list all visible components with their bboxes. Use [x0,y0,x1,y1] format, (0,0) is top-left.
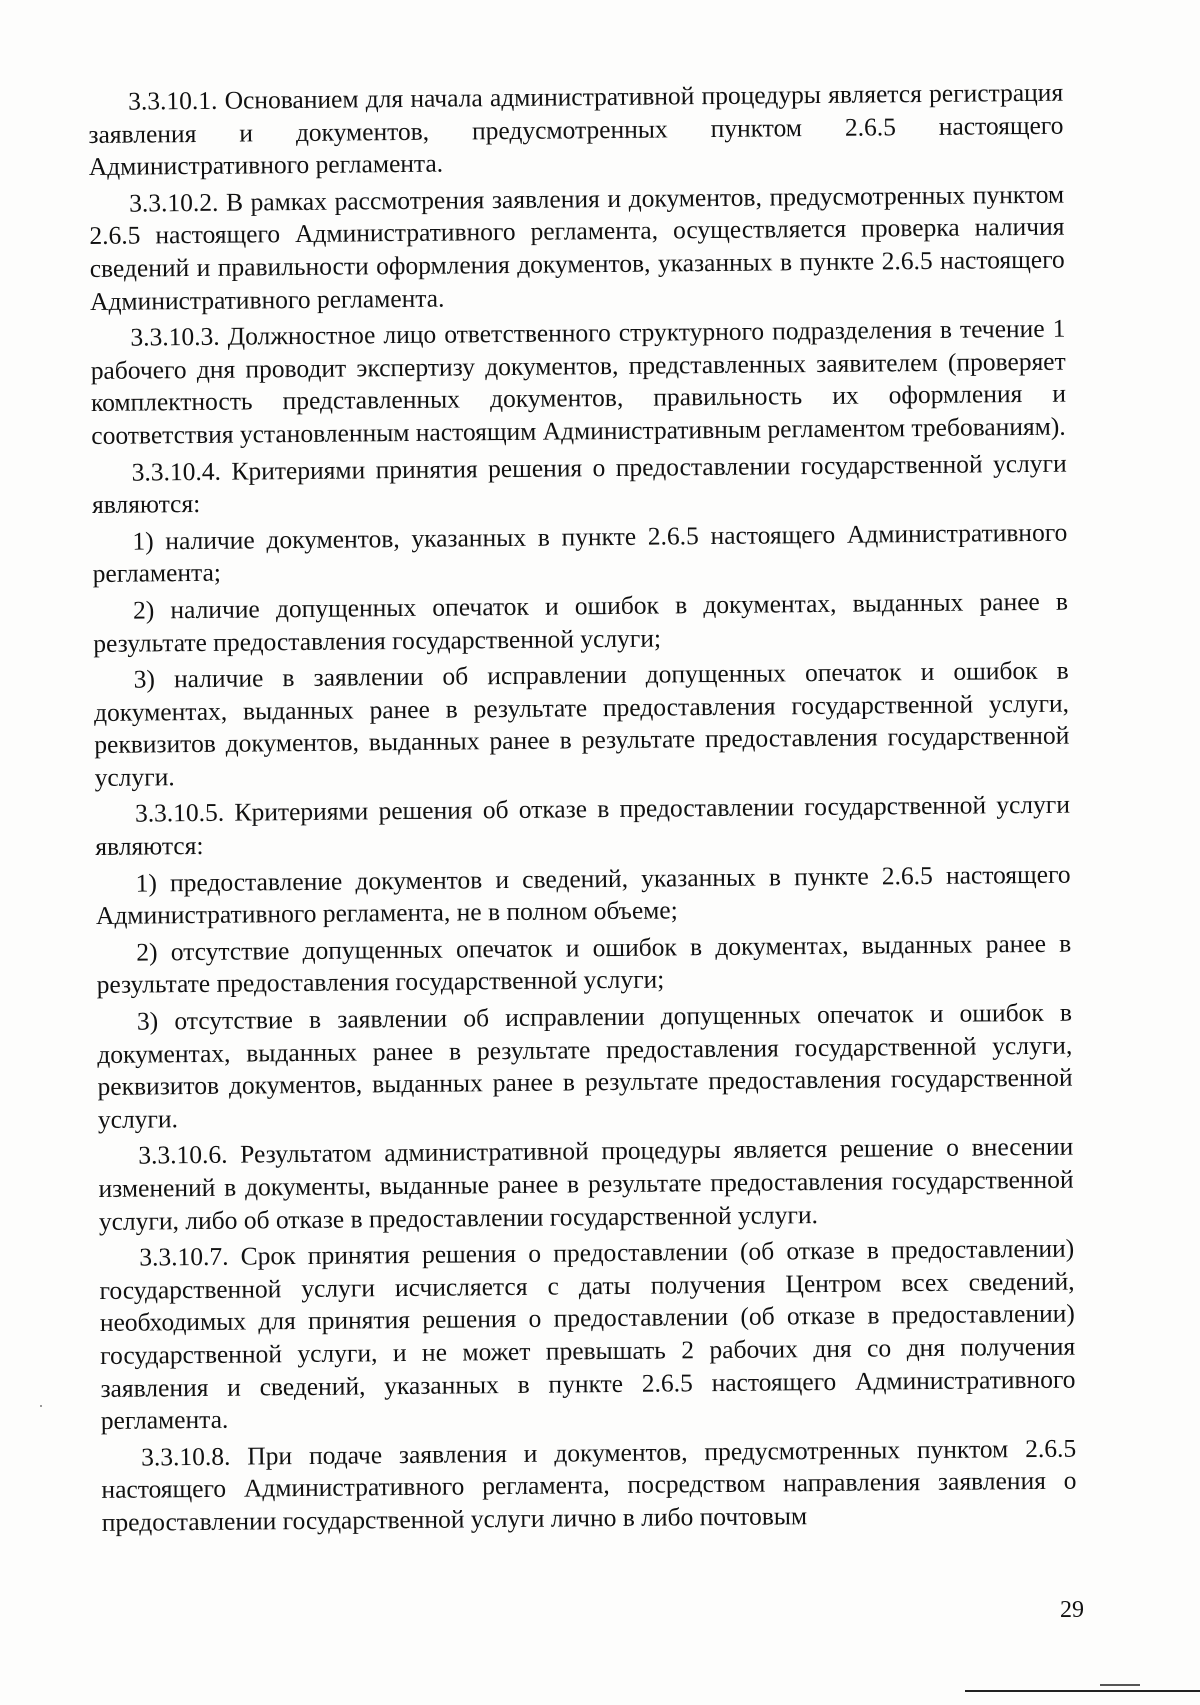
footer-rule [965,1690,1200,1692]
page-number: 29 [1060,1597,1084,1623]
document-body [88,77,1077,1544]
paragraph-3-3-10-1: 3.3.10.1. Основанием для начала административной процедуры является регистрация заявления и документов, предусмотренных пунктом 2.6.5 настоящего Административного регламента. [88,77,1064,182]
paragraph-3-3-10-5: 3.3.10.5. Критериями решения об отказе в предоставлении государственной услуги являются: [95,790,1071,862]
list-item: 1) наличие документов, указанных в пункте 2.6.5 настоящего Административного регламента; [92,517,1068,589]
footer-rule-accent [1100,1684,1140,1686]
list-item: 2) отсутствие допущенных опечаток и ошибок в документах, выданных ранее в результате предоставления государственной услуги; [96,928,1072,1000]
paragraph-3-3-10-3: 3.3.10.3. Должностное лицо ответственного структурного подразделения в течение 1 рабочего дня проводит экспертизу документов, представленных заявителем (проверяет комплектность представленных документов, правильность их оформления и соответствия установленным настоящим Административным регламентом требованиям). [90,313,1067,450]
paragraph-3-3-10-2: 3.3.10.2. В рамках рассмотрения заявления и документов, предусмотренных пунктом 2.6.5 настоящего Административного регламента, осуществляется проверка наличия сведений и правильности оформления документов, указанных в пункте 2.6.5 настоящего Административного регламента. [89,179,1065,316]
paragraph-3-3-10-8: 3.3.10.8. При подаче заявления и документов, предусмотренных пунктом 2.6.5 настоящего Административного регламента, посредством направления заявления о предоставлении государственной услуги лично в либо почтовым [101,1433,1077,1537]
list-item: 3) отсутствие в заявлении об исправлении допущенных опечаток и ошибок в документах, выданных ранее в результате предоставления государственной услуги, реквизитов документов, выданных ранее в результате предоставления государственной услуги. [97,997,1073,1134]
paragraph-3-3-10-7: 3.3.10.7. Срок принятия решения о предоставлении (об отказе в предоставлении) государственной услуги исчисляется с даты получения Центром всех сведений, необходимых для принятия решения о предоставлении (об отказе в предоставлении) государственной услуги, и не может превышать 2 рабочих дня со дня получения заявления и сведений, указанных в пункте 2.6.5 настоящего Административного регламента. [99,1233,1076,1436]
scan-artifact [40,1405,42,1407]
list-item: 2) наличие допущенных опечаток и ошибок в документах, выданных ранее в результате предоставления государственной услуги; [93,586,1069,658]
list-item: 1) предоставление документов и сведений, указанных в пункте 2.6.5 настоящего Административного регламента, не в полном объеме; [95,859,1071,931]
list-item: 3) наличие в заявлении об исправлении допущенных опечаток и ошибок в документах, выданных ранее в результате предоставления государственной услуги, реквизитов документов, выданных ранее в результате предоставления государственной услуги. [93,655,1070,792]
paragraph-3-3-10-4: 3.3.10.4. Критериями принятия решения о предоставлении государственной услуги являются: [91,448,1067,520]
paragraph-3-3-10-6: 3.3.10.6. Результатом административной процедуры является решение о внесении изменений в документы, выданные ранее в результате предоставления государственной услуги, либо об отказе в предоставлении государственной услуги. [98,1131,1074,1236]
